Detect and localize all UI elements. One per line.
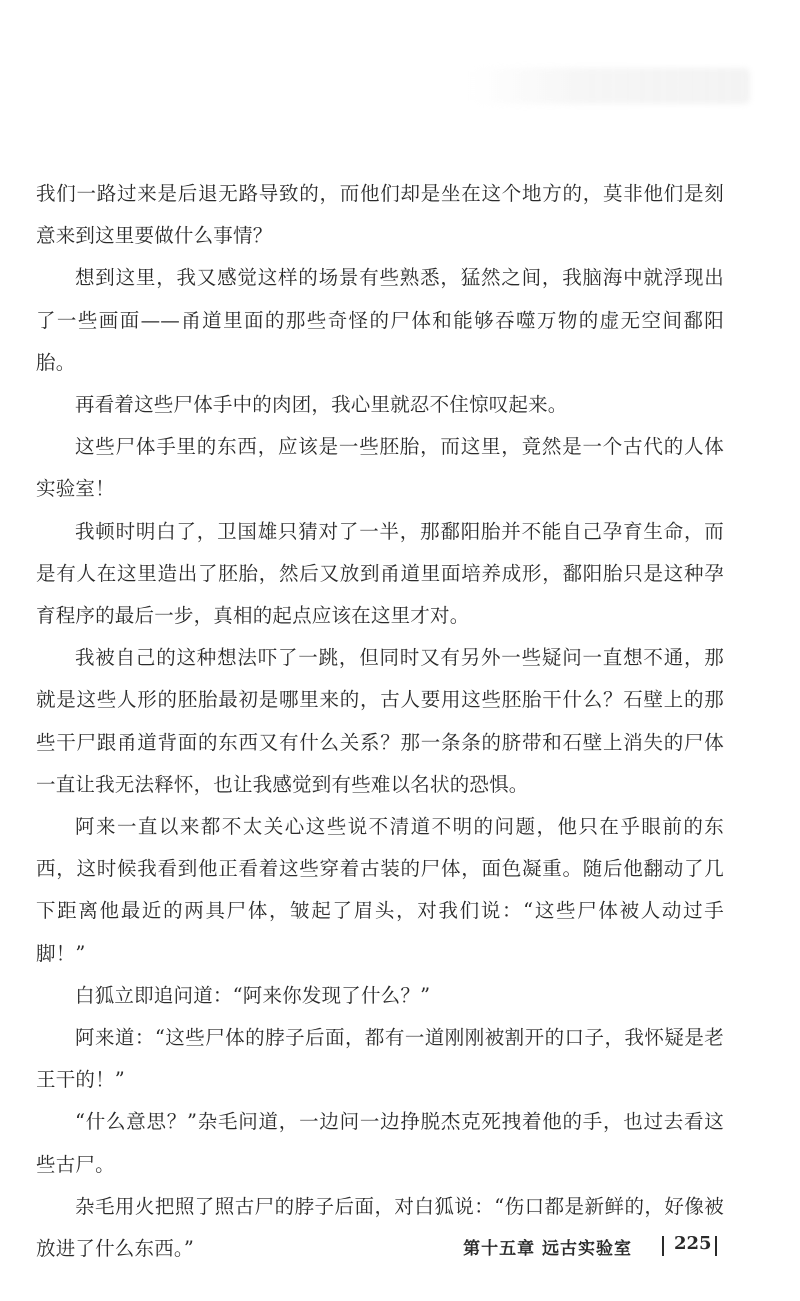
paragraph: 想到这里，我又感觉这样的场景有些熟悉，猛然之间，我脑海中就浮现出了一些画面——甬道里面的那些奇怪的尸体和能够吞噬万物的虚无空间鄱阳胎。 bbox=[36, 266, 724, 374]
paragraph: 杂毛用火把照了照古尸的脖子后面，对白狐说：“伤口都是新鲜的，好像被放进了什么东西。” bbox=[36, 1194, 724, 1261]
faded-header-bleedthrough bbox=[470, 68, 750, 104]
paragraph: 我顿时明白了，卫国雄只猜对了一半，那鄱阳胎并不能自己孕育生命，而是有人在这里造出了胚胎，然后又放到甬道里面培养成形，鄱阳胎只是这种孕育程序的最后一步，真相的起点应该在这里才对。 bbox=[36, 519, 724, 628]
page-number: 225 bbox=[674, 1233, 712, 1254]
paragraph: 阿来一直以来都不太关心这些说不清道不明的问题，他只在乎眼前的东西，这时候我看到他正看着这些穿着古装的尸体，面色凝重。随后他翻动了几下距离他最近的两具尸体，皱起了眉头，对我们说：“这些尸体被人动过手脚！” bbox=[36, 815, 724, 965]
page-footer bbox=[0, 1226, 800, 1266]
footer-divider-right bbox=[715, 1236, 717, 1256]
paragraph: 我被自己的这种想法吓了一跳，但同时又有另外一些疑问一直想不通，那就是这些人形的胚胎最初是哪里来的，古人要用这些胚胎干什么？石壁上的那些干尸跟甬道背面的东西又有什么关系？那一条条的脐带和石壁上消失的尸体一直让我无法释怀，也让我感觉到有些难以名状的恐惧。 bbox=[36, 646, 724, 796]
paragraph: 阿来道：“这些尸体的脖子后面，都有一道刚刚被割开的口子，我怀疑是老王干的！” bbox=[36, 1026, 724, 1092]
chapter-title: 第十五章 远古实验室 bbox=[463, 1239, 632, 1259]
paragraph: 白狐立即追问道：“阿来你发现了什么？” bbox=[75, 983, 431, 1007]
paragraph: 这些尸体手里的东西，应该是一些胚胎，而这里，竟然是一个古代的人体实验室！ bbox=[36, 435, 724, 501]
footer-divider-left bbox=[662, 1236, 664, 1256]
paragraph: “什么意思？”杂毛问道，一边问一边挣脱杰克死拽着他的手，也过去看这些古尸。 bbox=[36, 1110, 724, 1176]
paragraph: 我们一路过来是后退无路导致的，而他们却是坐在这个地方的，莫非他们是刻意来到这里要做什么事情？ bbox=[36, 182, 724, 248]
paragraph: 再看着这些尸体手中的肉团，我心里就忍不住惊叹起来。 bbox=[75, 393, 568, 417]
body-text bbox=[36, 173, 724, 1270]
